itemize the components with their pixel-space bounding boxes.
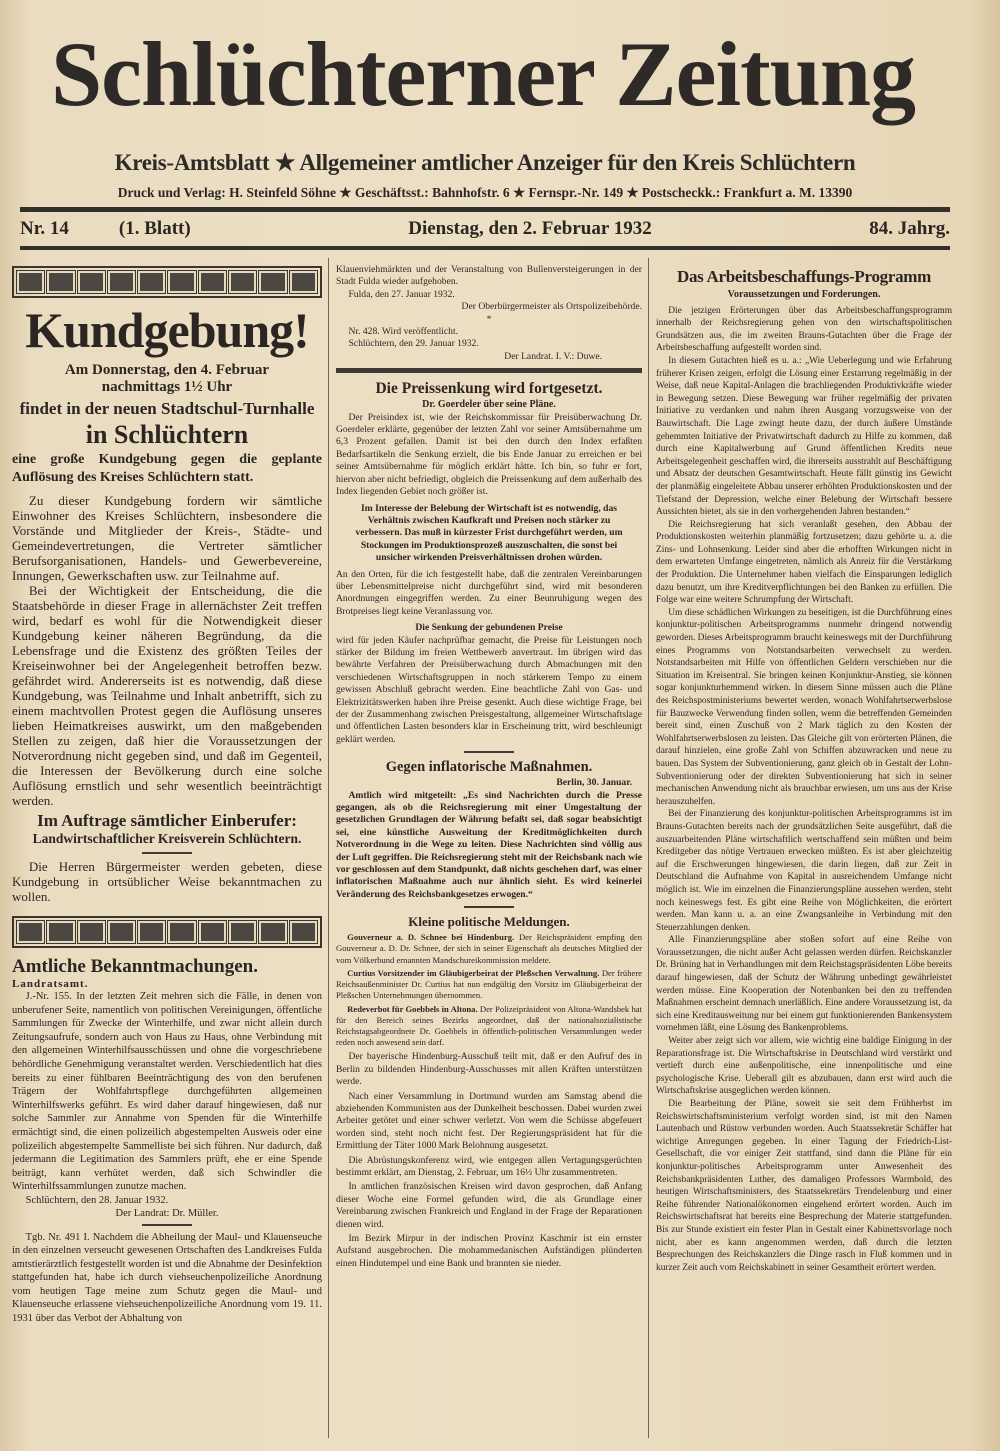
amtliche-signature: Der Landrat: Dr. Müller. xyxy=(115,1207,219,1219)
article-subtitle: Voraussetzungen und Forderungen. xyxy=(727,289,881,300)
article-title: Kleine politische Meldungen. xyxy=(408,914,570,930)
article-title: Das Arbeitsbeschaffungs-Programm xyxy=(676,267,932,286)
article-paragraph: Die Reichsregierung hat sich veranlaßt gesehen, den Abbau der Produktionskosten weiterhin planmäßig fortzusetzen; dazu gehörte u. a. die Zins- und Lohnsenkung. Leider sind aber die erhofften Wirkungen nicht in dem erwarteten Umfange eingetreten, nämlich als Anreiz für die Verstärkung der Produktion. Die Unternehmer haben vielfach die Einsparungen lediglich dazu benutzt, um ihre Kreditverpflichtungen bei den Banken zu erfüllen. Die Folge war eine weitere Schrumpfung der Wirtschaft. xyxy=(656,519,952,606)
notice-number: Nr. 428. Wird veröffentlicht. xyxy=(348,326,459,338)
news-paragraph: Im Bezirk Mirpur in der indischen Provinz Kaschmir ist ein ernster Aufstand ausgebrochen. Die mohammedanischen Aufständigen plünderten einen Hindutempel und eine Bank und brannten sie nieder. xyxy=(336,1233,642,1269)
news-paragraph: Die Abrüstungskonferenz wird, wie entgegen allen Vertagungsgerüchten bestimmt erklärt, am Dienstag, 2. Februar, um 16½ Uhr zusammentreten. xyxy=(336,1154,642,1178)
article-paragraph: Weiter aber zeigt sich vor allem, wie wichtig eine baldige Einigung in der Reparationsfrage ist. Die Wirtschaftskrise in Deutschland wird verstärkt und vertieft durch eine außenpolitische, eine innenpolitische und eine psychologische Krise. Ueberall gilt es abzubauen, dann erst wird auch die Wirtschaftskrise ausgeglichen werden können. xyxy=(656,1036,952,1097)
ornament-border xyxy=(12,266,322,298)
article-paragraph: In diesem Gutachten hieß es u. a.: „Wie Ueberlegung und wie Erfahrung früherer Krisen zeigen, erfolgt die Lösung einer Erstarrung regelmäßig in der Weise, daß neue Kapital-Anlagen die brachliegenden Produktivkräfte wieder in Bewegung setzen. Diese Bewegung war früher regelmäßig der privaten Initiative zu verdanken und nahm ihren Ausgang vorzugsweise von der Bauwirtschaft. Die Lage zwingt heute dazu, der durch äußere Umstände gehemmten Initiative der Privatwirtschaft dadurch zu Hilfe zu kommen, daß durch eine Kapitalwerbung auf Grund öffentlichen Kredits neue Arbeitsgelegenheit geschaffen wird, die ihrerseits ausstrahlt auf Beschäftigung und Absatz der deutschen Gesamtwirtschaft. Heute fällt günstig ins Gewicht der planmäßig eingeleitete Abbau unserer erhöhten Produktionskosten und der Tiefstand der Depression, welche einer Belebung der Wirtschaft bessere Aussichten bietet, als sie in den vorhergehenden Jahren bestanden.“ xyxy=(656,355,952,518)
article-paragraph: Die Bearbeitung der Pläne, soweit sie seit dem Frühherbst im Reichswirtschaftsministerium verfolgt worden sind, ist mit den Namen Lautenbach und Rüstow verbunden worden. Auch Staatssekretär Schäffer hat wichtige Anregungen gegeben. In einer Tagung der Friedrich-List-Gesellschaft, die vor einiger Zeit stattfand, sind dann die Pläne für ein konjunktur-politisches Arbeitsprogramm unter Anwesenheit des Reichsbankpräsidenten Luther, des damaligen Professors Warmbold, des heutigen Wirtschaftsministers, des Staatssekretärs Trendelenburg und einer Reihe führender Nationalökonomen eingehend erörtert worden. Auch im Reichswirtschaftsrat hat bereits eine Besprechung der Materie stattgefunden. Bis zur Stunde existiert ein fester Plan in Gestalt einer Kabinettsvorlage noch nicht, aber es kann angenommen werden, daß durch die letzten Besprechungen des Reichskanzlers die Dinge rasch in Fluß kommen und in kurzer Zeit auch vom Reichskabinett in seiner Gesamtheit erörtert werden. xyxy=(656,1099,952,1273)
kundgebung-place: in Schlüchtern xyxy=(85,420,249,449)
kundgebung-note: Die Herren Bürgermeister werden gebeten, diese Kundgebung in ortsüblicher Weise bekanntmachen zu wollen. xyxy=(12,859,322,904)
article-subheading: Die Senkung der gebundenen Preise xyxy=(415,622,563,634)
dateline xyxy=(20,218,950,240)
divider xyxy=(336,368,642,373)
article-paragraph: Bei der Finanzierung des konjunktur-politischen Arbeitsprogramms ist im Brauns-Gutachten bereits nach der grundsätzlichen Seite ausgeführt, daß die auszuarbeitenden Pläne wirtschaftlich wertschaffend sein müßten und beim Kreditgeber das nötige Vertrauen erwecken müßten. Es ist aber gleichzeitig auf die Erschwerungen hingewiesen, die darin liegen, daß zur Zeit in Deutschland die Aufnahme von Kapital in ausreichendem Umfange nicht möglich ist. Wie im einzelnen die Finanzierungspläne aussehen werden, steht noch keineswegs fest. Es gibt eine Reihe von Möglichkeiten, die erörtert werden. Man kann u. a. an eine Zwangsanleihe in Verbindung mit den Steuerzahlungen denken. xyxy=(656,809,952,933)
notice-signature: Der Oberbürgermeister als Ortspolizeibehörde. xyxy=(461,301,642,313)
news-item xyxy=(336,932,642,966)
news-text: Der Polizeipräsident von Altona-Wandsbek hat für den Bereich seines Bezirks angeordnet, daß der nationalsozialistische Reichstagsabgeordnete Dr. Goebbels in öffentlich-politischen Versammlungen weder reden noch anwesend sein darf. xyxy=(336,1003,642,1048)
amtliche-paragraph: J.-Nr. 155. In der letzten Zeit mehren sich die Fälle, in denen von unberufener Seite, namentlich von politischen Vereinigungen, öffentliche Sammlungen für Zwecke der Winterhilfe, und zwar nicht allein durch Zeitungsaufrufe, sondern auch von Haus zu Haus, ohne Verbindung mit den allgemeinen Winterhilfsausschüssen und ohne die vorgeschriebene behördliche Genehmigung veranstaltet werden. Verschiedentlich hat dies bereits zu einer fühlbaren Beeinträchtigung des von den berufenen Trägern der Wohlfahrtspflege durchgeführten allgemeinen Winterhilfswerks geführt. Es wird daher darauf hingewiesen, daß nur solche Sammler zur Annahme von Spenden für die Winterhilfe ermächtigt sind, die einen polizeilich abgestempelten Ausweis oder eine polizeilich abgestempelte Sammelliste bei sich führen. Nur dadurch, daß jedermann die Legitimation des Sammlers prüft, ehe er eine Spende beiträgt, kann verhütet werden, daß sich Schwindler die Winterhilfssammlungen zunutze machen. xyxy=(12,991,322,1193)
article-paragraph: Um diese schädlichen Wirkungen zu beseitigen, ist die Durchführung eines konjunktur-politischen Arbeitsprogramms nunmehr dringend notwendig geworden. Dieses Arbeitsprogramm braucht keineswegs mit der Durchführung eines Programms von Notstandsarbeiten verwechselt zu werden. Notstandsarbeiten mit Hilfe von öffentlichen Geldern verschieben nur die Situation im Kreisentral. Sie bringen keinen Konjunktur-Anstieg, sie können sogar konjunkturhemmend wirken. In diesem Sinne müssen auch die Pläne des Reichspostministeriums bewertet werden, wonach Wohlfahrtserwerbslose für Bauzwecke Verwendung finden sollen, wenn die betreffenden Gemeinden bereit sind, einen Zuschuß von 2 Mark täglich zu den Kosten der Wohlfahrtserwerbslosen zu leisten. Das Gleiche gilt von erörterten Plänen, die darauf hinzielen, eine große Zahl von Schiffen abzuwracken und neue zu bauen. Das System der Subventionierung, ganz gleich ob in Gestalt der Lohn-Subventionierung oder der direkten Subventionierung hat sich in seiner mechanischen Anwendung nicht als brauchbar erwiesen, um uns aus der Krise herauszuhelfen. xyxy=(656,607,952,807)
kundgebung-signature: Im Auftrage sämtlicher Einberufer: xyxy=(37,811,297,830)
kundgebung-time: nachmittags 1½ Uhr xyxy=(101,379,233,395)
article-paragraph: An den Orten, für die ich festgestellt habe, daß die zentralen Vereinbarungen über Lebensmittelpreise nicht durchgeführt sind, wird mit besonderen Anordnungen eingegriffen werden. Zu einer Beunruhigung wegen des Brotpreises liegt keine Veranlassung vor. xyxy=(336,568,642,617)
separator-star: * xyxy=(486,313,492,325)
news-lead: Redeverbot für Goebbels in Altona. xyxy=(347,1003,478,1014)
divider xyxy=(464,751,514,753)
notice-date: Schlüchtern, den 29. Januar 1932. xyxy=(348,338,479,350)
masthead-rule xyxy=(20,207,950,212)
sheet-label: (1. Blatt) xyxy=(118,218,191,239)
column-divider xyxy=(328,258,329,1438)
right-column xyxy=(656,264,952,1274)
left-column xyxy=(12,266,322,1326)
dateline-rule xyxy=(20,246,950,250)
news-item xyxy=(336,1004,642,1049)
masthead-subtitle: Kreis-Amtsblatt ★ Allgemeiner amtlicher Anzeiger für den Kreis Schlüchtern xyxy=(114,150,856,175)
issue-number: Nr. 14 xyxy=(20,218,69,239)
divider xyxy=(142,1224,192,1226)
news-text: Der frühere Reichsaußenminister Dr. Curtius hat nun endgültig den Vorsitz im Gläubigerbeirat der Pleßschen Unternehmungen übernommen. xyxy=(336,967,642,1001)
article-paragraph: Alle Finanzierungspläne aber stoßen sofort auf eine Reihe von Voraussetzungen, die nicht außer Acht gelassen werden dürfen. Reichskanzler Dr. Brüning hat in Verhandlungen mit dem Reichstagspräsidenten Löbe bereits darauf hingewiesen, daß der Schutz der Währung unbedingt gewährleistet werden müsse. Eine Kooperation der Notenbanken bei den zu treffenden Maßnahmen erscheint demnach unerläßlich. Eine andere Voraussetzung ist, da sich eine Kreditausweitung nur bei einem gut funktionierenden Bankensystem vornehmen läßt, eine Lösung des Bankenproblems. xyxy=(656,935,952,1034)
masthead-imprint: Druck und Verlag: H. Steinfeld Söhne ★ Geschäftsst.: Bahnhofstr. 6 ★ Fernspr.-Nr. 149 ★ Postscheckk.: Frankfurt a. M. 13390 xyxy=(117,185,853,200)
article-title: Gegen inflatorische Maßnahmen. xyxy=(385,759,593,776)
article-title: Die Preissenkung wird fortgesetzt. xyxy=(375,380,603,398)
amtliche-paragraph: Tgb. Nr. 491 I. Nachdem die Abheilung der Maul- und Klauenseuche in den einzelnen verseucht gewesenen Ortschaften des Landkreises Fulda amtstierärztlich festgestellt worden ist und die Abnahme der Desinfektion stattgefunden hat, habe ich durch viehseuchenpolizeiliche Anordnung vom heutigen Tage meine zum Schutz gegen die Maul- und Klauenseuche erlassene viehseuchenpolizeiliche Anordnung vom 19. 11. 1931 über das Verbot der Abhaltung von xyxy=(12,1231,322,1325)
article-subtitle: Dr. Goerdeler über seine Pläne. xyxy=(422,399,556,411)
kundgebung-title: Kundgebung! xyxy=(25,302,309,358)
news-item xyxy=(336,968,642,1002)
divider xyxy=(464,906,514,908)
amtliche-title: Amtliche Bekanntmachungen. xyxy=(12,956,258,977)
news-lead: Gouverneur a. D. Schnee bei Hindenburg. xyxy=(347,932,515,943)
article-paragraph: Der Preisindex ist, wie der Reichskommissar für Preisüberwachung Dr. Goerdeler erklärte, gegenüber der letzten Zahl vor seiner Amtsübernahme um 6,3 Prozent gefallen. Damit ist bei den durch den Index erfaßten Bedarfsartikeln die Senkung erzielt, die bis Ende Januar zu erreichen er bei seiner Amtsübernahme für möglich erklärt hätte. Ich bin, so fuhr er fort, hiervon aber nicht befriedigt, obgleich die Preissenkung auf dem außerhalb des Index liegenden Gebiet noch größer ist. xyxy=(336,411,642,498)
notice-date: Fulda, den 27. Januar 1932. xyxy=(348,288,455,300)
kundgebung-paragraph: Bei der Wichtigkeit der Entscheidung, die die Staatsbehörde in dieser Frage in allernächster Zeit treffen wird, bedarf es wohl für die Notwendigkeit dieser Kundgebung keiner näheren Begründung, da die Lebensfrage und die Existenz des größten Teiles der Kreiseinwohner bei der Angelegenheit betroffen bezw. gefährdet wird. Andererseits ist es notwendig, daß diese Kundgebung, was Teilnahme und Inhalt anbetrifft, sich zu einem machtvollen Protest gegen die Auflösung unseres lieben Heimatkreises auswirkt, um den maßgebenden Stellen zu zeigen, daß hier die Voraussetzungen der Notverordnung nicht gegeben sind, und daß im Gegenteil, die Interessen der Bevölkerung durch eine solche Auflösung ernstlich und sehr wesentlich beeinträchtigt werden. xyxy=(12,583,322,808)
news-text: Der Reichspräsident empfing den Gouverneur a. D. Dr. Schnee, der sich in seiner Eigenschaft als deutsches Mitglied der vom Völkerbund ernannten Mandschureikommission meldete. xyxy=(336,932,642,965)
kundgebung-organizer: Landwirtschaftlicher Kreisverein Schlüchtern. xyxy=(32,831,302,846)
news-paragraph: Nach einer Versammlung in Dortmund wurden am Samstag abend die abziehenden Kommunisten aus der Dunkelheit beschossen. Dabei wurden zwei Arbeiter getötet und einer schwer verletzt. Von wem die Schüsse abgefeuert worden sind, steht noch nicht fest. Der Regierungspräsident hat für die Ermittlung der Täter 1000 Mark Belohnung ausgesetzt. xyxy=(336,1090,642,1152)
article-highlight: Im Interesse der Belebung der Wirtschaft ist es notwendig, das Verhältnis zwischen Kaufkraft und Preisen noch stärker zu verbessern. Das muß in kürzester Frist durchgeführt werden, um Stockungen im Produktionsprozeß auszuschalten, die sonst bei unsicher wirkenden Preisverhältnissen drohen würden. xyxy=(355,502,623,564)
amtliche-date: Schlüchtern, den 28. Januar 1932. xyxy=(25,1194,169,1206)
volume-year: 84. Jahrg. xyxy=(869,218,951,239)
notice-signature: Der Landrat. I. V.: Duwe. xyxy=(504,350,602,362)
kundgebung-paragraph: Zu dieser Kundgebung fordern wir sämtliche Einwohner des Kreises Schlüchtern, insbesondere die Vorstände und Mitglieder der Kreis-, Städte- und Gemeindevertretungen, die Vertreter sämtlicher Berufsorganisationen, Handels- und Gewerbevereine, Innungen, Gewerkschaften usw. zur Teilnahme auf. xyxy=(12,493,322,583)
news-lead: Curtius Vorsitzender im Gläubigerbeirat der Pleßschen Verwaltung. xyxy=(347,967,600,978)
issue-date: Dienstag, den 2. Februar 1932 xyxy=(408,218,652,239)
article-dateline: Berlin, 30. Januar. xyxy=(556,777,632,789)
notice-continuation: Klauenviehmärkten und der Veranstaltung von Bullenversteigerungen in der Stadt Fulda wieder aufgehoben. xyxy=(336,264,642,288)
middle-column xyxy=(336,264,642,1270)
kundgebung-purpose: eine große Kundgebung gegen die geplante Auflösung des Kreises Schlüchtern statt. xyxy=(12,452,322,485)
divider xyxy=(142,852,192,854)
news-paragraph: In amtlichen französischen Kreisen wird davon gesprochen, daß Anfang dieser Woche eine Formel gefunden wird, die als Grundlage einer Vereinbarung zwischen Frankreich und England in der Frage der Reparationen dienen wird. xyxy=(336,1181,642,1230)
article-paragraph: wird für jeden Käufer nachprüfbar gemacht, die Preise für Leistungen noch stärker der Bildung im freien Wettbewerb anvertraut. Im übrigen wird das bewährte Verfahren der Preisüberwachung durch Abmachungen mit den verschiedenen Wirtschaftsgruppen in noch stärkerem Tempo zu einem gewissen Abschluß gebracht werden. Eine beachtliche Zahl von Gas- und Elektrizitätswerken haben ihre Preise gesenkt. Auch diese wichtige Frage, bei der der Zusammenhang zwischen Preisgestaltung, allgemeiner Wirtschaftslage und öffentlichen Lasten besonders klar in Erscheinung tritt, wird beschleunigt geklärt werden. xyxy=(336,634,642,745)
ornament-border xyxy=(12,916,322,948)
masthead-title: Schlüchterner Zeitung xyxy=(50,23,916,125)
news-paragraph: Der bayerische Hindenburg-Ausschuß teilt mit, daß er den Aufruf des in Berlin zu bildenden Hindenburg-Ausschusses mit allen Kräften unterstützen werde. xyxy=(336,1051,642,1088)
amtliche-subtitle: Landratsamt. xyxy=(12,978,89,990)
column-divider xyxy=(648,258,649,1438)
kundgebung-venue: findet in der neuen Stadtschul-Turnhalle xyxy=(19,399,315,418)
article-paragraph: Die jetzigen Erörterungen über das Arbeitsbeschaffungsprogramm innerhalb der Reichsregierung gehen von den wirtschaftspolitischen Grundsätzen aus, die im zweiten Brauns-Gutachten über die Frage der Arbeitsbeschaffung aufgestellt worden sind. xyxy=(656,305,952,354)
article-paragraph: Amtlich wird mitgeteilt: „Es sind Nachrichten durch die Presse gegangen, als ob die Reichsregierung mit einer Umgestaltung der gesetzlichen Grundlagen der Währung befaßt sei, daß sogar beabsichtigt sei, eine künstliche Ausweitung der Kreditmöglichkeiten durch Notverordnung in die Wege zu leiten. Diese Nachrichten sind völlig aus der Luft gegriffen. Die Reichsregierung steht mit der Reichsbank nach wie vor geschlossen auf dem Standpunkt, daß nichts geschehen darf, was einer inflatorischen Maßnahme auch nur ähnlich sieht. Es wird keinerlei Veränderung des Reichsbankgesetzes erwogen.“ xyxy=(336,789,642,900)
kundgebung-date: Am Donnerstag, den 4. Februar xyxy=(64,362,270,378)
